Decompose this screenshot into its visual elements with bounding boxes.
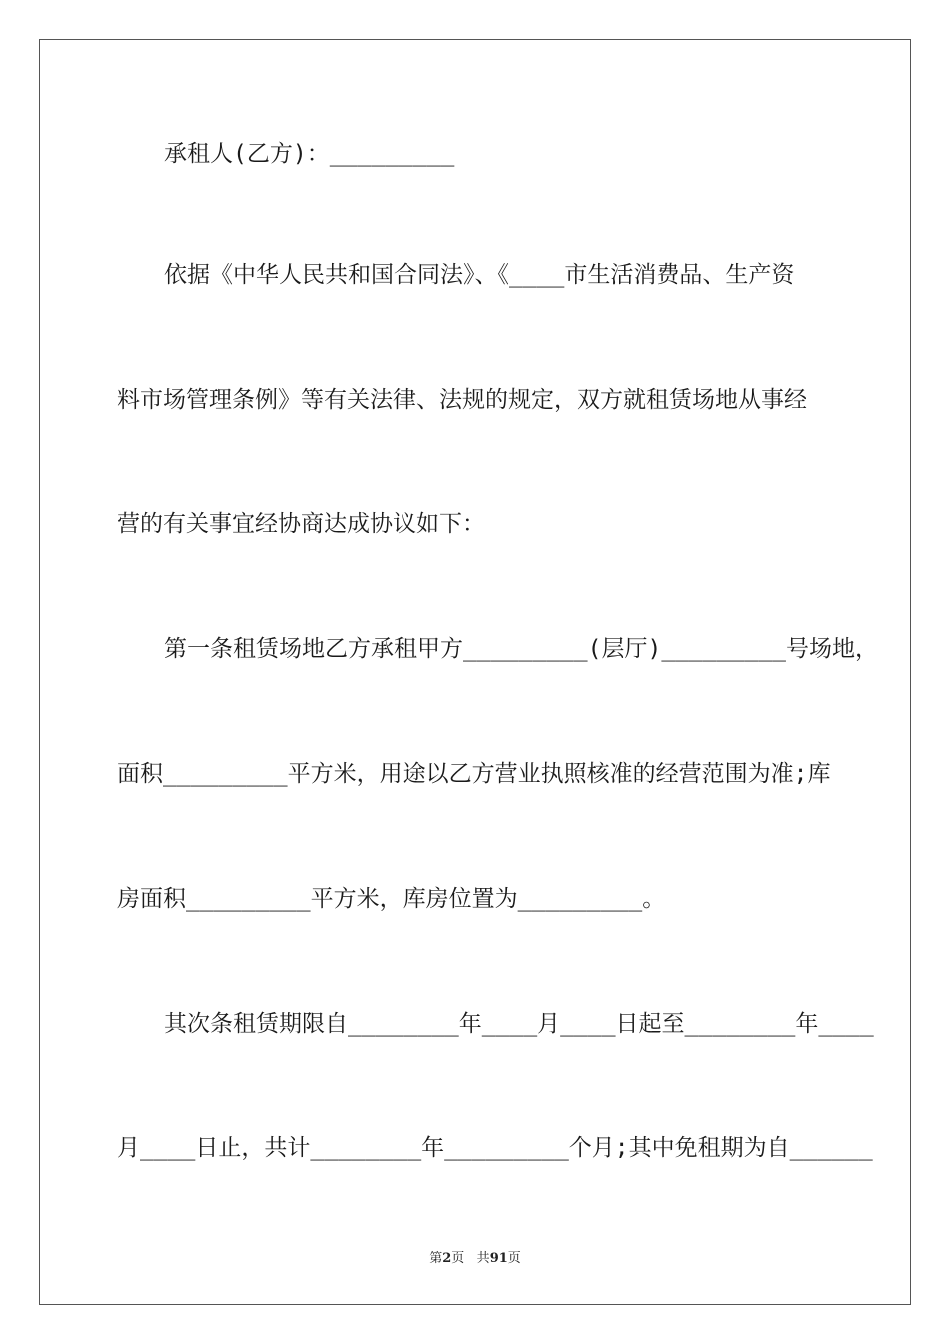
- footer-page-number: 2: [442, 1251, 452, 1266]
- article-1-line-2: 面积_________平方米，用途以乙方营业执照核准的经营范围为准;库: [117, 761, 831, 787]
- footer-total-pages: 91: [489, 1251, 508, 1266]
- paragraph-basis-line-3: 营的有关事宜经协商达成协议如下：: [117, 511, 485, 537]
- article-1-line-3: 房面积_________平方米，库房位置为_________。: [117, 886, 666, 912]
- footer-page-prefix: 第: [429, 1251, 443, 1266]
- page-border: [39, 39, 911, 1305]
- footer-total-prefix: 共: [476, 1251, 490, 1266]
- paragraph-basis-line-1: 依据《中华人民共和国合同法》、《____市生活消费品、生产资: [164, 262, 795, 288]
- page-footer: [0, 1247, 950, 1266]
- paragraph-basis-line-2: 料市场管理条例》等有关法律、法规的规定，双方就租赁场地从事经: [117, 387, 807, 413]
- article-1-line-1: 第一条租赁场地乙方承租甲方_________(层厅)_________号场地，: [164, 636, 878, 662]
- article-2-line-1: 其次条租赁期限自________年____月____日起至________年____: [164, 1011, 874, 1037]
- footer-page-suffix: 页: [451, 1251, 465, 1266]
- lessee-line: 承租人(乙方)：_________: [164, 141, 455, 167]
- footer-total-suffix: 页: [507, 1251, 521, 1266]
- article-2-line-2: 月____日止，共计________年_________个月;其中免租期为自______: [117, 1135, 873, 1161]
